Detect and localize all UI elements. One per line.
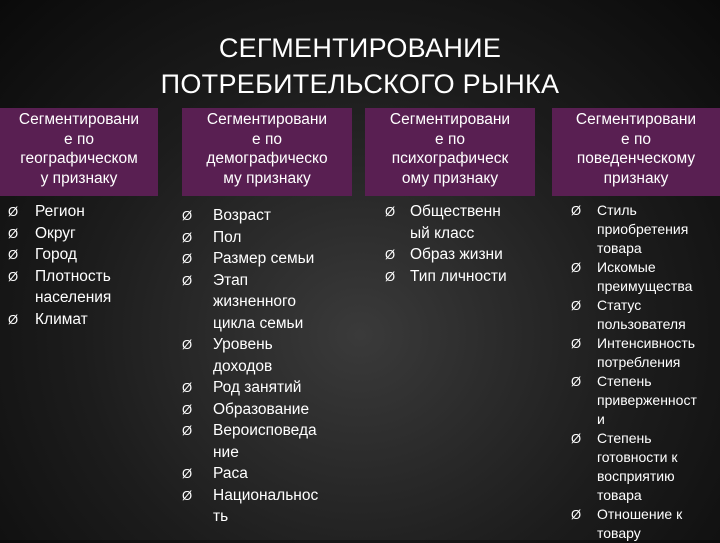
item-text: Округ — [35, 224, 76, 242]
bullet-arrow-icon: Ø — [571, 374, 582, 389]
item-text: Тип личности — [410, 267, 507, 285]
bullet-arrow-icon: Ø — [182, 272, 193, 288]
item-text: ть — [213, 508, 229, 525]
header-line: признаку — [603, 169, 669, 187]
list-item — [182, 270, 352, 335]
item-text: Уровень — [213, 336, 273, 353]
item-text: Образ жизни — [410, 246, 503, 263]
list-item — [8, 244, 158, 266]
bullet-arrow-icon: Ø — [571, 260, 582, 275]
list-item — [552, 201, 720, 258]
title-line-1: СЕГМЕНТИРОВАНИЕ — [218, 33, 502, 63]
demographic-column — [182, 108, 352, 528]
item-text: Размер семьи — [213, 250, 315, 267]
bullet-arrow-icon: Ø — [182, 466, 193, 481]
item-text: товара — [597, 240, 642, 256]
bullet-arrow-icon: Ø — [385, 268, 396, 284]
list-item — [552, 505, 720, 543]
demographic-list — [182, 205, 352, 528]
list-item — [8, 223, 158, 245]
item-text: населения — [35, 289, 112, 306]
item-text: Этап — [213, 271, 249, 289]
bullet-arrow-icon: Ø — [8, 311, 19, 327]
item-text: Искомые — [597, 259, 656, 275]
bullet-arrow-icon: Ø — [385, 247, 396, 262]
psychographic-list — [365, 201, 535, 287]
geographic-column — [0, 108, 158, 330]
item-text: Отношение к — [597, 506, 683, 522]
header-line: му признаку — [223, 169, 311, 187]
item-text: Интенсивность — [597, 335, 696, 351]
item-text: жизненного — [213, 293, 296, 310]
behavioral-header — [552, 108, 720, 196]
item-text: Образование — [213, 400, 310, 418]
bullet-arrow-icon: Ø — [8, 247, 19, 262]
header-line: Сегментировани — [18, 111, 140, 128]
list-item — [182, 334, 352, 377]
header-line: психографическ — [391, 150, 509, 167]
header-line: Сегментировани — [575, 111, 697, 128]
bullet-arrow-icon: Ø — [182, 401, 193, 417]
list-item — [182, 420, 352, 463]
item-text: готовности к — [597, 449, 678, 465]
item-text: Стиль — [597, 202, 637, 218]
item-text: Плотность — [35, 267, 111, 285]
list-item — [552, 258, 720, 296]
item-text: ние — [213, 443, 239, 461]
item-text: Степень — [597, 373, 652, 389]
header-line: ому признаку — [401, 169, 499, 187]
item-text: Пол — [213, 228, 242, 246]
item-text: пользователя — [597, 316, 686, 332]
bullet-arrow-icon: Ø — [182, 229, 193, 245]
header-line: географическом — [20, 150, 138, 167]
geographic-header — [0, 108, 158, 196]
bullet-arrow-icon: Ø — [571, 431, 582, 446]
header-line: е по — [435, 130, 465, 148]
item-text: приверженност — [597, 392, 697, 408]
item-text: товара — [597, 487, 642, 503]
bullet-arrow-icon: Ø — [182, 487, 193, 503]
title-line-2: ПОТРЕБИТЕЛЬСКОГО РЫНКА — [160, 69, 560, 99]
item-text: преимущества — [597, 278, 693, 294]
header-line: демографическо — [206, 150, 328, 167]
psychographic-header — [365, 108, 535, 196]
header-line: е по — [252, 130, 282, 148]
item-text: Возраст — [213, 207, 271, 224]
psychographic-column — [365, 108, 535, 287]
header-line: Сегментировани — [389, 111, 511, 128]
list-item — [182, 227, 352, 249]
item-text: Климат — [35, 310, 88, 328]
header-line: е по — [64, 130, 94, 148]
list-item — [182, 205, 352, 227]
header-line: е по — [621, 130, 651, 148]
bullet-arrow-icon: Ø — [571, 336, 582, 351]
list-item — [8, 266, 158, 309]
item-text: цикла семьи — [213, 314, 304, 332]
list-item — [182, 248, 352, 270]
item-text: Город — [35, 246, 77, 263]
list-item — [365, 201, 535, 244]
list-item — [182, 463, 352, 485]
item-text: товару — [597, 525, 641, 541]
list-item — [552, 429, 720, 505]
bullet-arrow-icon: Ø — [8, 204, 19, 219]
slide-title — [0, 30, 720, 102]
item-text: Вероисповеда — [213, 422, 317, 439]
header-line: у признаку — [40, 169, 118, 187]
item-text: доходов — [213, 357, 273, 375]
header-line: поведенческому — [576, 150, 696, 167]
list-item — [552, 372, 720, 429]
bullet-arrow-icon: Ø — [571, 298, 582, 313]
header-line: Сегментировани — [206, 111, 328, 128]
list-item — [182, 485, 352, 528]
item-text: Раса — [213, 465, 248, 482]
item-text: Род занятий — [213, 379, 302, 396]
bullet-arrow-icon: Ø — [182, 380, 193, 395]
behavioral-list — [552, 201, 720, 543]
item-text: Общественн — [410, 203, 501, 220]
list-item — [365, 266, 535, 288]
bullet-arrow-icon: Ø — [8, 225, 19, 241]
list-item — [552, 296, 720, 334]
demographic-header — [182, 108, 352, 196]
item-text: потребления — [597, 354, 681, 370]
item-text: и — [597, 411, 605, 427]
bullet-arrow-icon: Ø — [182, 337, 193, 352]
bullet-arrow-icon: Ø — [385, 204, 396, 219]
item-text: Статус — [597, 297, 642, 313]
item-text: Степень — [597, 430, 652, 446]
list-item — [8, 309, 158, 331]
item-text: Национальнос — [213, 486, 319, 504]
bullet-arrow-icon: Ø — [571, 203, 582, 218]
geographic-list — [0, 201, 158, 330]
item-text: Регион — [35, 203, 85, 220]
bullet-arrow-icon: Ø — [571, 507, 582, 522]
behavioral-column — [552, 108, 720, 543]
list-item — [182, 399, 352, 421]
bullet-arrow-icon: Ø — [8, 268, 19, 284]
item-text: ый класс — [410, 224, 475, 242]
item-text: приобретения — [597, 221, 689, 237]
list-item — [182, 377, 352, 399]
item-text: восприятию — [597, 468, 675, 484]
list-item — [365, 244, 535, 266]
bullet-arrow-icon: Ø — [182, 208, 193, 223]
bullet-arrow-icon: Ø — [182, 251, 193, 266]
bullet-arrow-icon: Ø — [182, 423, 193, 438]
list-item — [552, 334, 720, 372]
list-item — [8, 201, 158, 223]
